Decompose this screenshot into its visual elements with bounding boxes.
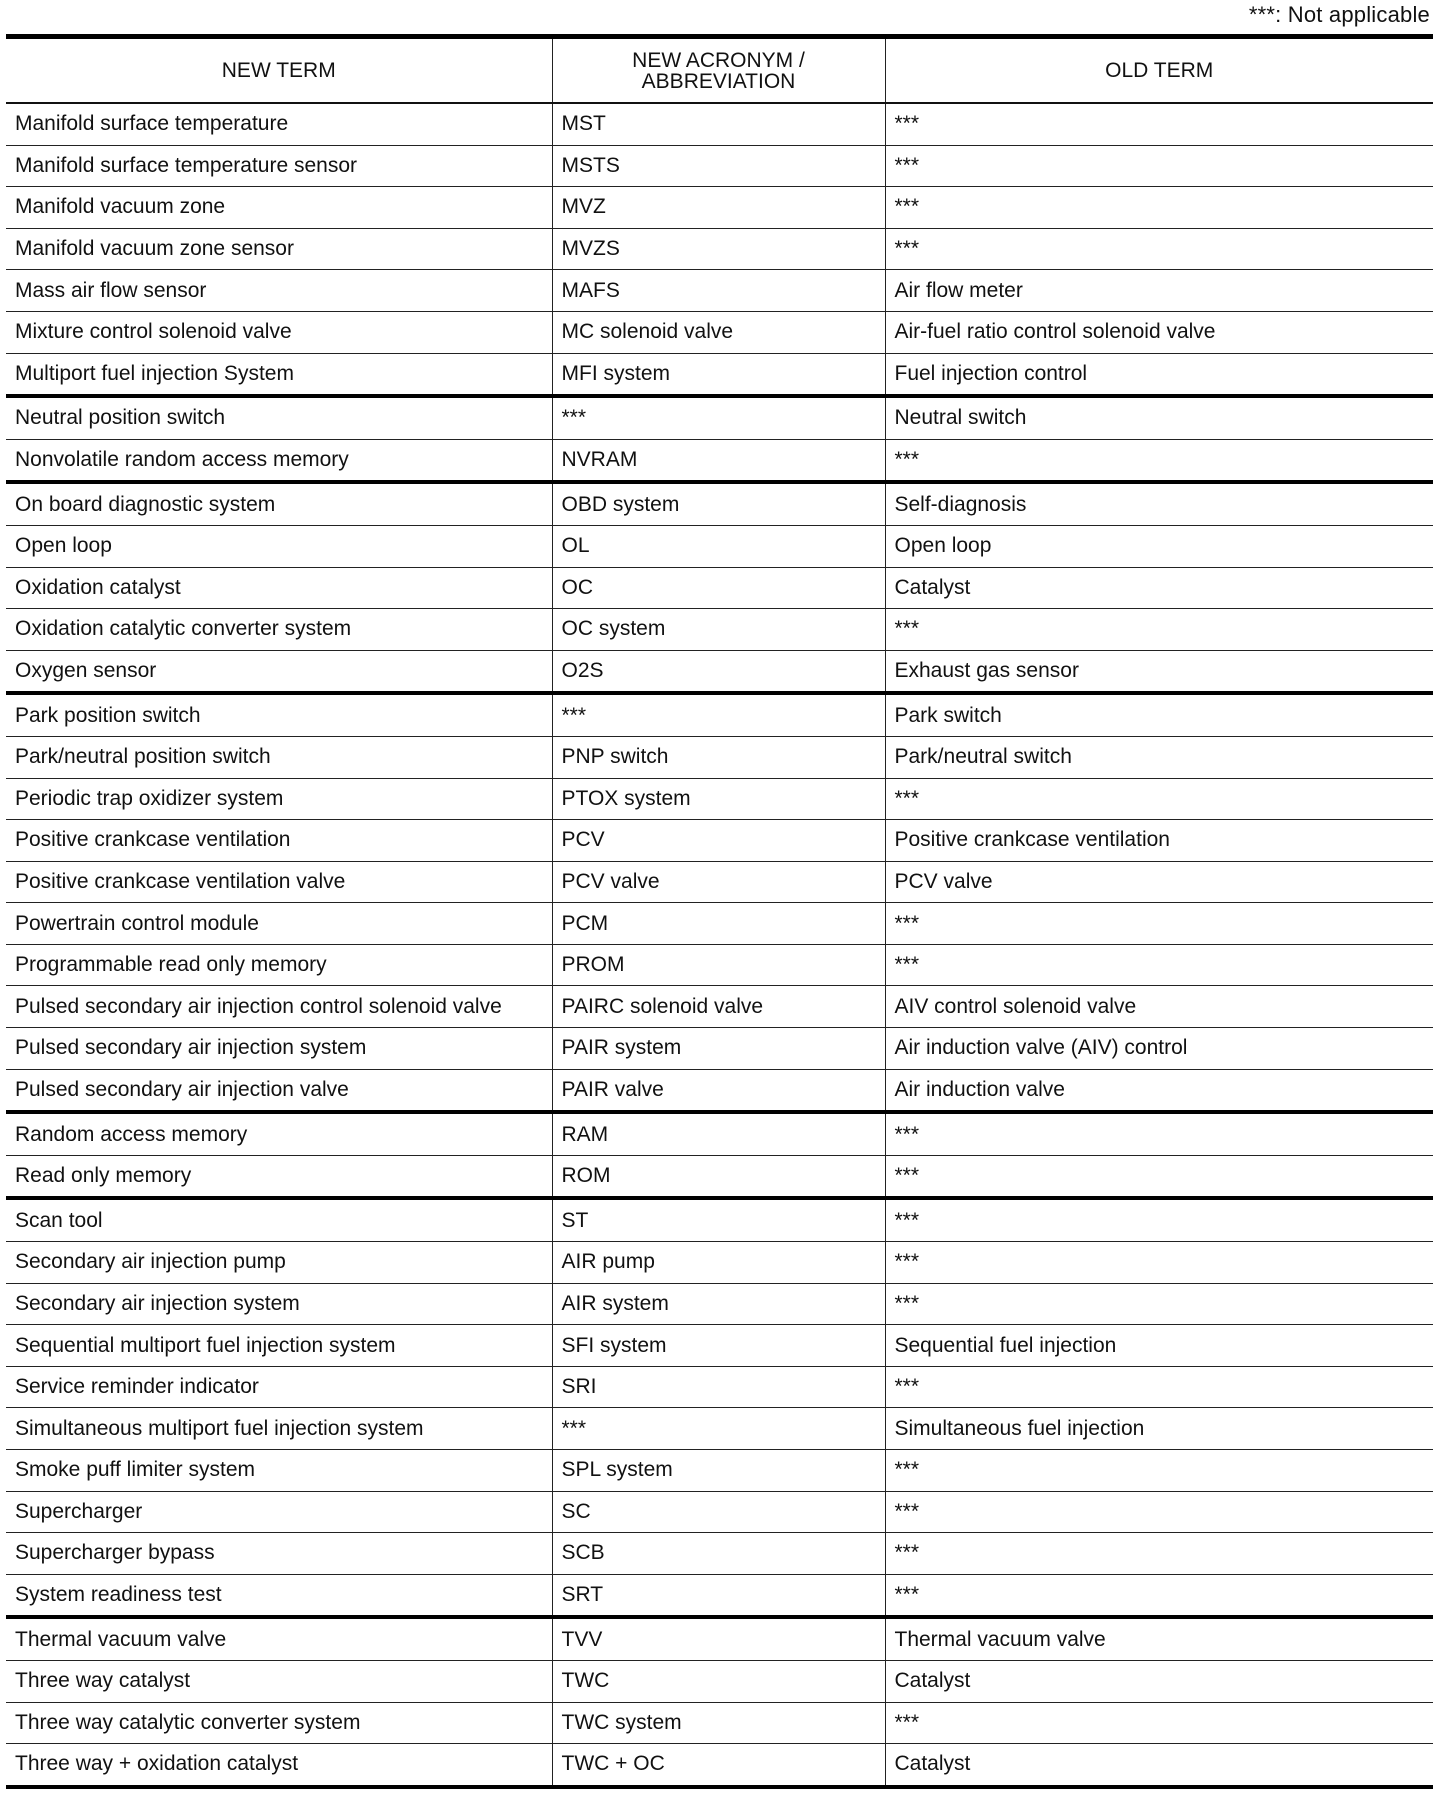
acronym-cell: MC solenoid valve [552,311,885,353]
table-row [6,861,1433,903]
old-term-cell: Sequential fuel injection [885,1325,1433,1367]
header-new-acronym-line1: NEW ACRONYM / [632,48,805,72]
acronym-cell: TWC system [552,1702,885,1744]
table-row [6,567,1433,609]
new-term-cell: Pulsed secondary air injection valve [6,1069,552,1112]
acronym-cell: MFI system [552,353,885,396]
acronym-cell: PCV valve [552,861,885,903]
old-term-cell: PCV valve [885,861,1433,903]
table-row [6,228,1433,270]
not-applicable-legend: ***: Not applicable [1248,2,1430,27]
old-term-cell: Air-fuel ratio control solenoid valve [885,311,1433,353]
table-row [6,1242,1433,1284]
old-term-cell: Catalyst [885,1744,1433,1787]
old-term-cell: Exhaust gas sensor [885,650,1433,693]
old-term-cell: *** [885,1491,1433,1533]
table-row [6,609,1433,651]
acronym-cell: MVZS [552,228,885,270]
old-term-cell: Air induction valve (AIV) control [885,1028,1433,1070]
table-row [6,270,1433,312]
acronym-cell: O2S [552,650,885,693]
acronym-cell: PTOX system [552,778,885,820]
table-row [6,1112,1433,1155]
acronym-cell: NVRAM [552,439,885,482]
new-term-cell: Neutral position switch [6,396,552,439]
table-row [6,1491,1433,1533]
new-term-cell: Oxidation catalytic converter system [6,609,552,651]
acronym-cell: *** [552,1408,885,1450]
new-term-cell: Park/neutral position switch [6,736,552,778]
table-row [6,1450,1433,1492]
acronym-cell: OL [552,525,885,567]
acronym-cell: OC system [552,609,885,651]
new-term-cell: Random access memory [6,1112,552,1155]
acronym-cell: AIR system [552,1283,885,1325]
new-term-cell: Secondary air injection pump [6,1242,552,1284]
acronym-cell: SRI [552,1366,885,1408]
acronym-cell: AIR pump [552,1242,885,1284]
acronym-cell: PCV [552,820,885,862]
new-term-cell: Supercharger [6,1491,552,1533]
new-term-cell: Three way + oxidation catalyst [6,1744,552,1787]
acronym-cell: SRT [552,1574,885,1617]
header-new-term: NEW TERM [6,37,552,104]
old-term-cell: *** [885,145,1433,187]
old-term-cell: Park/neutral switch [885,736,1433,778]
acronym-cell: MST [552,103,885,145]
table-row [6,396,1433,439]
new-term-cell: Service reminder indicator [6,1366,552,1408]
table-row [6,1408,1433,1450]
table-row [6,1198,1433,1241]
header-new-acronym-line2: ABBREVIATION [641,69,796,93]
acronym-cell: ST [552,1198,885,1241]
old-term-cell: Catalyst [885,1660,1433,1702]
table-row [6,525,1433,567]
table-row [6,693,1433,736]
new-term-cell: Nonvolatile random access memory [6,439,552,482]
old-term-cell: Simultaneous fuel injection [885,1408,1433,1450]
new-term-cell: Supercharger bypass [6,1533,552,1575]
table-row [6,311,1433,353]
table-row [6,145,1433,187]
table-row [6,439,1433,482]
acronym-cell: RAM [552,1112,885,1155]
table-row [6,1069,1433,1112]
table-row [6,736,1433,778]
new-term-cell: Simultaneous multiport fuel injection system [6,1408,552,1450]
new-term-cell: Manifold vacuum zone sensor [6,228,552,270]
table-row [6,1744,1433,1787]
table-row [6,650,1433,693]
new-term-cell: Park position switch [6,693,552,736]
new-term-cell: Three way catalyst [6,1660,552,1702]
new-term-cell: Mixture control solenoid valve [6,311,552,353]
old-term-cell: *** [885,1366,1433,1408]
acronym-cell: OBD system [552,482,885,525]
table-row [6,986,1433,1028]
acronym-cell: MVZ [552,187,885,229]
acronym-cell: ROM [552,1155,885,1198]
header-old-term: OLD TERM [885,37,1433,104]
old-term-cell: Positive crankcase ventilation [885,820,1433,862]
old-term-cell: *** [885,1533,1433,1575]
table-row [6,1533,1433,1575]
acronym-cell: TWC [552,1660,885,1702]
acronym-cell: TVV [552,1617,885,1660]
table-row [6,482,1433,525]
new-term-cell: System readiness test [6,1574,552,1617]
old-term-cell: *** [885,1198,1433,1241]
new-term-cell: Pulsed secondary air injection system [6,1028,552,1070]
old-term-cell: *** [885,187,1433,229]
old-term-cell: Open loop [885,525,1433,567]
new-term-cell: Manifold surface temperature sensor [6,145,552,187]
new-term-cell: Multiport fuel injection System [6,353,552,396]
old-term-cell: *** [885,778,1433,820]
old-term-cell: Park switch [885,693,1433,736]
new-term-cell: Pulsed secondary air injection control solenoid valve [6,986,552,1028]
table-body [6,103,1433,1787]
acronym-cell: *** [552,693,885,736]
acronym-cell: SPL system [552,1450,885,1492]
table-row [6,1028,1433,1070]
acronym-cell: *** [552,396,885,439]
table-row [6,1660,1433,1702]
old-term-cell: Self-diagnosis [885,482,1433,525]
acronym-cell: SC [552,1491,885,1533]
acronym-cell: PAIRC solenoid valve [552,986,885,1028]
table-row [6,1702,1433,1744]
table-row [6,820,1433,862]
header-new-acronym [552,37,885,104]
new-term-cell: Scan tool [6,1198,552,1241]
new-term-cell: Manifold surface temperature [6,103,552,145]
acronym-cell: MSTS [552,145,885,187]
table-row [6,1574,1433,1617]
new-term-cell: Open loop [6,525,552,567]
new-term-cell: Oxygen sensor [6,650,552,693]
old-term-cell: *** [885,1242,1433,1284]
table-row [6,1155,1433,1198]
old-term-cell: *** [885,1155,1433,1198]
table-row [6,903,1433,945]
old-term-cell: *** [885,439,1433,482]
old-term-cell: Catalyst [885,567,1433,609]
new-term-cell: Sequential multiport fuel injection system [6,1325,552,1367]
new-term-cell: Mass air flow sensor [6,270,552,312]
table-row [6,103,1433,145]
new-term-cell: Positive crankcase ventilation valve [6,861,552,903]
old-term-cell: AIV control solenoid valve [885,986,1433,1028]
acronym-cell: PNP switch [552,736,885,778]
table-row [6,778,1433,820]
old-term-cell: *** [885,903,1433,945]
table-header-row [6,37,1433,104]
acronym-cell: PCM [552,903,885,945]
old-term-cell: *** [885,1450,1433,1492]
acronym-cell: MAFS [552,270,885,312]
acronym-cell: SFI system [552,1325,885,1367]
new-term-cell: Programmable read only memory [6,944,552,986]
table-row [6,1366,1433,1408]
old-term-cell: Air induction valve [885,1069,1433,1112]
old-term-cell: *** [885,609,1433,651]
new-term-cell: Oxidation catalyst [6,567,552,609]
old-term-cell: Air flow meter [885,270,1433,312]
old-term-cell: *** [885,1283,1433,1325]
new-term-cell: Positive crankcase ventilation [6,820,552,862]
old-term-cell: *** [885,228,1433,270]
table-row [6,187,1433,229]
new-term-cell: Read only memory [6,1155,552,1198]
old-term-cell: *** [885,1702,1433,1744]
new-term-cell: On board diagnostic system [6,482,552,525]
table-row [6,1617,1433,1660]
old-term-cell: Fuel injection control [885,353,1433,396]
new-term-cell: Powertrain control module [6,903,552,945]
terminology-table [6,34,1433,1789]
new-term-cell: Thermal vacuum valve [6,1617,552,1660]
table-row [6,353,1433,396]
table-row [6,944,1433,986]
old-term-cell: *** [885,944,1433,986]
new-term-cell: Secondary air injection system [6,1283,552,1325]
old-term-cell: *** [885,103,1433,145]
new-term-cell: Manifold vacuum zone [6,187,552,229]
new-term-cell: Periodic trap oxidizer system [6,778,552,820]
acronym-cell: PAIR valve [552,1069,885,1112]
old-term-cell: *** [885,1112,1433,1155]
new-term-cell: Smoke puff limiter system [6,1450,552,1492]
table-row [6,1283,1433,1325]
acronym-cell: PROM [552,944,885,986]
acronym-cell: OC [552,567,885,609]
acronym-cell: PAIR system [552,1028,885,1070]
old-term-cell: Thermal vacuum valve [885,1617,1433,1660]
table-row [6,1325,1433,1367]
new-term-cell: Three way catalytic converter system [6,1702,552,1744]
old-term-cell: *** [885,1574,1433,1617]
old-term-cell: Neutral switch [885,396,1433,439]
acronym-cell: TWC + OC [552,1744,885,1787]
acronym-cell: SCB [552,1533,885,1575]
